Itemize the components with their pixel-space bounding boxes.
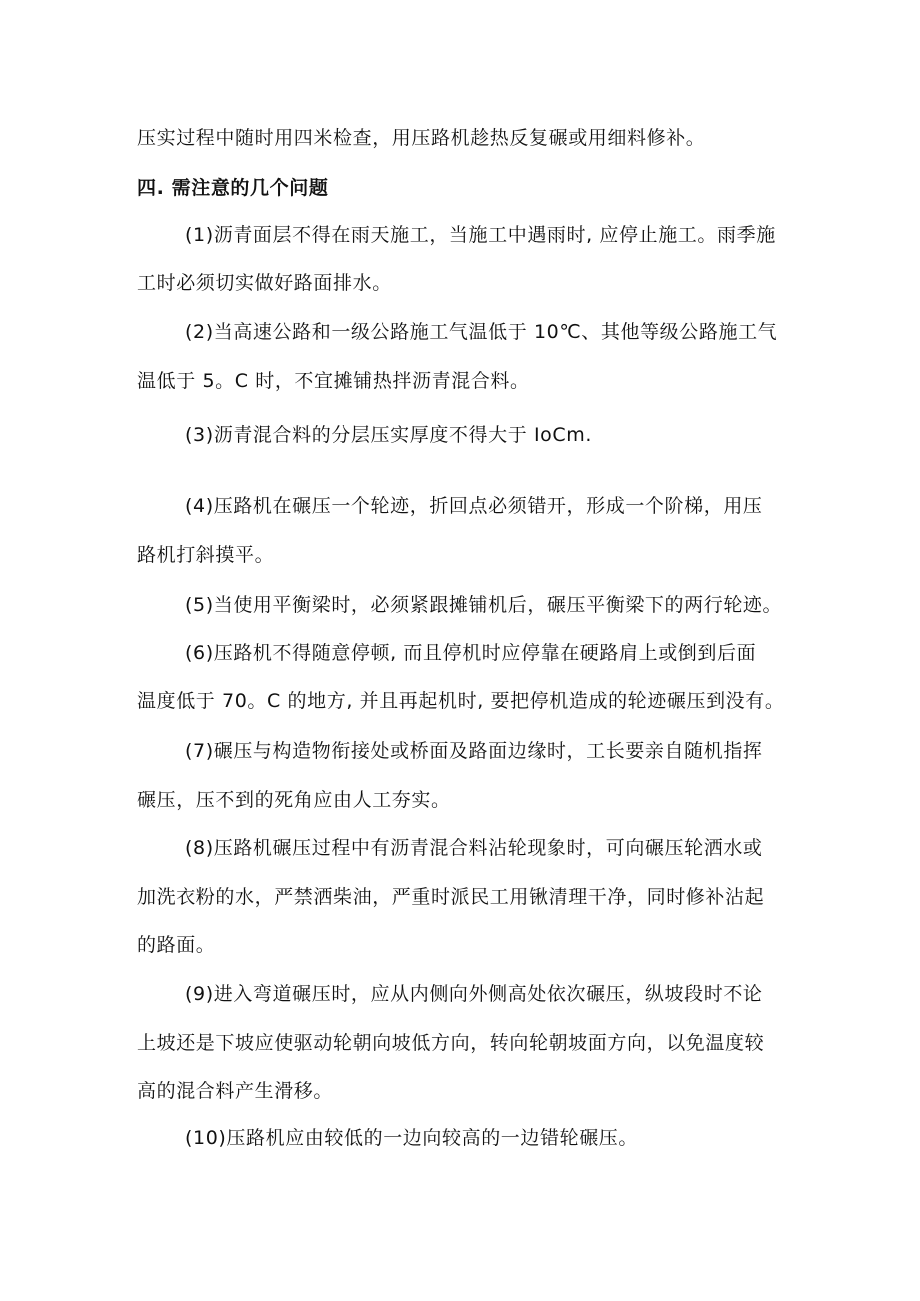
item-9-line-1: (9)进入弯道碾压时，应从内侧向外侧高处依次碾压，纵坡段时不论: [185, 983, 763, 1005]
item-4-line-1: (4)压路机在碾压一个轮迹，折回点必须错开，形成一个阶梯，用压: [185, 495, 763, 517]
item-4-line-2: 路机打斜摸平。: [137, 544, 275, 566]
item-8-line-3: 的路面。: [137, 934, 216, 956]
paragraph-line: 压实过程中随时用四米检查，用压路机趁热反复碾或用细料修补。: [137, 127, 706, 149]
item-7-line-1: (7)碾压与构造物衔接处或桥面及路面边缘时，工长要亲自随机指挥: [185, 740, 763, 762]
item-9-line-2: 上坡还是下坡应使驱动轮朝向坡低方向，转向轮朝坡面方向，以免温度较: [137, 1032, 765, 1054]
section-heading: 四. 需注意的几个问题: [137, 177, 329, 199]
item-2-line-1: (2)当高速公路和一级公路施工气温低于 10℃、其他等级公路施工气: [185, 321, 778, 343]
item-6-line-2: 温度低于 70。C 的地方, 并且再起机时, 要把停机造成的轮迹碾压到没有。: [137, 690, 785, 712]
item-1-line-1: (1)沥青面层不得在雨天施工，当施工中遇雨时, 应停止施工。雨季施: [185, 224, 776, 246]
item-6-line-1: (6)压路机不得随意停顿, 而且停机时应停靠在硬路肩上或倒到后面: [185, 642, 757, 664]
item-2-line-2: 温低于 5。C 时，不宜摊铺热拌沥青混合料。: [137, 370, 530, 392]
item-9-line-3: 高的混合料产生滑移。: [137, 1080, 334, 1102]
item-8-line-1: (8)压路机碾压过程中有沥青混合料沾轮现象时，可向碾压轮洒水或: [185, 837, 763, 859]
item-7-line-2: 碾压，压不到的死角应由人工夯实。: [137, 789, 451, 811]
item-8-line-2: 加洗衣粉的水，严禁洒柴油，严重时派民工用锹清理干净，同时修补沾起: [137, 886, 765, 908]
item-1-line-2: 工时必须切实做好路面排水。: [137, 272, 392, 294]
item-10-line-1: (10)压路机应由较低的一边向较高的一边错轮碾压。: [185, 1127, 639, 1149]
item-3-line-1: (3)沥青混合料的分层压实厚度不得大于 IoCm.: [185, 424, 592, 446]
item-5-line-1: (5)当使用平衡梁时，必须紧跟摊铺机后，碾压平衡梁下的两行轮迹。: [185, 594, 783, 616]
